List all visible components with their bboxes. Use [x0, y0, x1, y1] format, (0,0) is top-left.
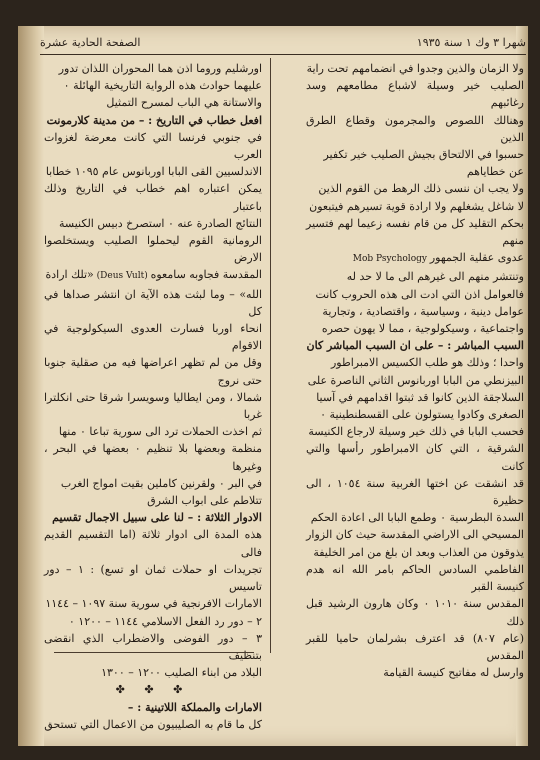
- text-line: البلاد من ابناء الصليب ١٢٠٠ – ١٣٠٠: [101, 666, 262, 680]
- text-line: الشرقية ، التي كان الامبراطور رأسها والتي كانت: [306, 442, 524, 473]
- text-line: عدوى عقلية الجمهور Mob Psychology: [352, 251, 524, 265]
- deus-vult-term: (Deus Vult): [93, 271, 151, 282]
- text-line: وهنالك اللصوص والمجرمون وقطاع الطرق الذين: [306, 113, 524, 144]
- text-line: البيزنطي من البابا اوربانوس الثاني الناصرة على: [307, 373, 524, 387]
- mob-psychology-term: Mob Psychology: [352, 254, 430, 265]
- text-line: المسيحي الى الاراضي المقدسة حيث كان الزوار: [306, 528, 524, 542]
- text-line: فحسب البابا في ذلك خير وسيلة لارجاع الكنيسة: [308, 425, 524, 439]
- text-line: الصليب خير وسيلة لاشباع مطامعهم وسد رغائبهم: [306, 79, 524, 110]
- text-line: تتلاطم على ابواب الشرق: [147, 494, 262, 508]
- page-binding: [18, 26, 44, 746]
- text-line: شمالا ، ومن ايطاليا وسويسرا شرقا حتى انكلترا غربا: [44, 390, 262, 422]
- text-line: واجتماعية ، وسيكولوجية ، مما لا يهون حصره: [321, 322, 524, 336]
- text-line: ثم اخذت الحملات ترد الى سورية تباعا ٠ منها: [58, 425, 262, 439]
- text-line: وقل من لم تظهر اعراضها فيه من صقلية جنوبا حتى نروج: [44, 356, 262, 387]
- text-line: وارسل له مفاتيح كنيسة القيامة: [383, 666, 524, 680]
- text-line: هذه المدة الى ادوار ثلاثة (اما التقسيم القديم فالى: [44, 528, 262, 559]
- text-line: بحكم التقليد كل من قام نفسه زعيما لهم فتسير منهم: [306, 216, 524, 248]
- text-line: الصغرى وكادوا يستولون على القسطنطينية ٠: [320, 408, 524, 422]
- text-line: يمكن اعتباره اهم خطاب في التاريخ وذلك باعتبار: [44, 182, 262, 213]
- text-line: الرومانية القوم ليحملوا الصليب ويستخلصوا الارض: [44, 234, 262, 265]
- page-header: [40, 36, 526, 54]
- text-line: واحدا ؛ وذلك هو طلب الكسيس الامبراطور: [330, 356, 524, 370]
- text-line: ✤ ✤ ✤: [115, 683, 191, 697]
- text-line: والاستانة هي الباب لمسرح التمثيل: [106, 96, 262, 110]
- text-line: الله» – وما لبثت هذه الآية ان انتشر صداها في كل: [44, 287, 262, 318]
- text-line: قد انشقت عن اختها الغربية سنة ١٠٥٤ ، الى حظيرة: [306, 476, 524, 508]
- text-line: وتنتشر منهم الى غيرهم الى ما لا حد له: [346, 270, 524, 284]
- text-line: ولا الزمان والذين وجدوا في انضمامهم تحت راية: [306, 62, 524, 75]
- text-line: المقدس سنة ١٠١٠ ٠ وكان هارون الرشيد قبل ذلك: [306, 597, 525, 628]
- text-line: منظمة وبعضها بلا تنظيم ٠ بعضها في البحر ، وغيرها: [44, 442, 262, 473]
- text-line: الامارات والمملكة اللاتينية : –: [127, 700, 262, 714]
- text-line: الفاطمي السادس الحاكم بامر الله انه هدم كنيسة القبر: [306, 562, 524, 594]
- text-line: المقدسة فجاوبه سامعوه (Deus Vult) «تلك ارادة: [45, 268, 262, 282]
- text-line: ولا يجب ان ننسى ذلك الرهط من القوم الذين: [318, 182, 524, 196]
- text-line: في البر ٠ ولقرنين كاملين بقيت امواج الغرب: [60, 476, 262, 490]
- text-line: في جنوبي فرنسا التي كانت معرضة لغزوات العرب: [44, 130, 262, 162]
- text-line: حسبوا في الالتحاق بجيش الصليب خير تكفير: [323, 148, 524, 162]
- footer-rule: [54, 652, 254, 653]
- text-line: الاندلسيين القى البابا اوربانوس عام ١٠٩٥ خطابا: [45, 165, 262, 179]
- text-line: عليهما حوادث هذه الرواية التاريخية الهائلة ٠: [63, 79, 262, 93]
- text-line: اورشليم وروما اذن هما المحوران اللذان تدور: [58, 62, 262, 75]
- text-line: فالعوامل اذن التي ادت الى هذه الحروب كانت: [315, 287, 524, 301]
- header-page-label: الصفحة الحادية عشرة: [40, 36, 141, 49]
- text-line: عوامل دينية ، وسياسية ، واقتصادية ، وتجارية: [322, 304, 524, 318]
- right-column: [306, 60, 524, 681]
- header-rule: [40, 54, 526, 55]
- header-date: شهرا ٣ وك ١ سنة ١٩٣٥: [416, 36, 526, 49]
- text-line: الادوار الثلاثة : – لنا على سبيل الاجمال تقسيم: [52, 511, 262, 525]
- text-line: ٣ – دور الفوضى والاضطراب الذي انقضى بتنظيف: [44, 631, 262, 662]
- text-line: ٢ – دور رد الفعل الاسلامي ١١٤٤ – ١٢٠٠ ٠: [68, 614, 262, 628]
- column-divider: [270, 58, 271, 653]
- text-line: النتائج الصادرة عنه ٠ استصرخ دبيس الكنيسة: [59, 216, 262, 230]
- text-line: انحاء اوربا فسارت العدوى السيكولوجية في الاقوام: [44, 322, 262, 353]
- text-line: تجريدات او حملات ثمان او تسع) : ١ – دور تاسيس: [44, 562, 262, 594]
- text-line: كل ما قام به الصليبيون من الاعمال التي تستحق: [44, 717, 262, 731]
- text-line: السدة البطرسية ٠ وطمع البابا الى اعادة الحكم: [310, 511, 524, 525]
- text-line: (عام ٨٠٧) قد اعترف بشرلمان حاميا للقبر المقدس: [306, 631, 525, 662]
- text-line: السبب المباشر : – على ان السبب المباشر كان: [306, 339, 524, 353]
- text-line: الامارات الافرنجية في سورية سنة ١٠٩٧ – ١١٤٤: [45, 597, 262, 611]
- text-line: لا شاغل يشغلهم ولا ارادة قوية تسيرهم فيتبعون: [309, 199, 524, 213]
- text-line: عن خطاياهم: [466, 165, 524, 179]
- text-line: السلاجقة الذين كانوا قد ثبتوا اقدامهم في آسيا: [316, 390, 524, 404]
- text-line: يذوقون من العذاب وبعد ان بلغ من امر الخليفة: [313, 545, 524, 559]
- text-line: افعل خطاب في التاريخ : – من مدينة كلارمونت: [46, 113, 262, 127]
- left-column: [44, 60, 262, 733]
- deus-vult-tail: «تلك ارادة: [45, 268, 94, 282]
